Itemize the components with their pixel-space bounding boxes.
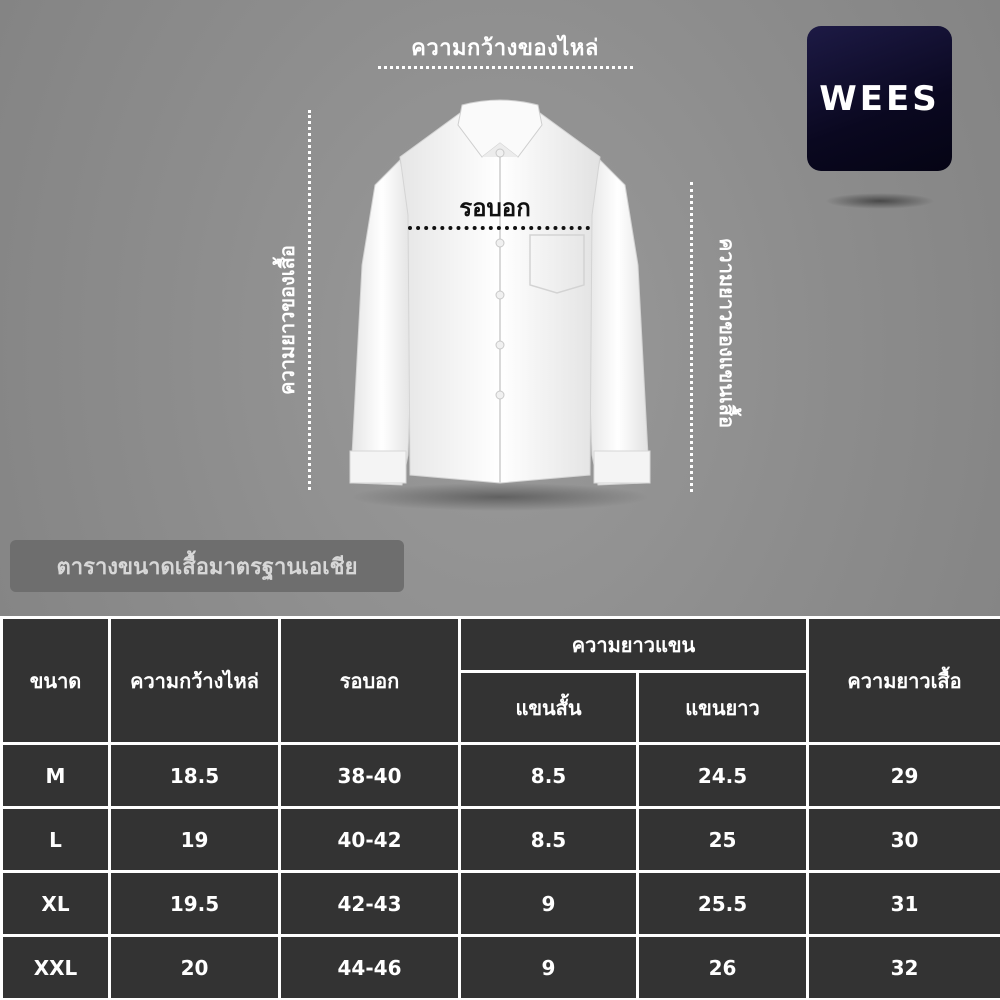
cell-chest: 40-42 xyxy=(280,808,460,872)
cell-size: M xyxy=(2,744,110,808)
cell-sleeve-short: 8.5 xyxy=(460,744,638,808)
table-header-row xyxy=(2,618,1000,672)
cell-size: L xyxy=(2,808,110,872)
cell-length: 29 xyxy=(808,744,1000,808)
shoulder-width-line xyxy=(378,66,633,69)
table-row xyxy=(2,936,1000,1000)
cell-sleeve-long: 26 xyxy=(638,936,808,1000)
cell-chest: 44-46 xyxy=(280,936,460,1000)
logo-shadow xyxy=(825,193,935,209)
sleeve-length-label: ความยาวของแขนเสื้อ xyxy=(715,238,739,428)
cell-chest: 38-40 xyxy=(280,744,460,808)
header-sleeve-short: แขนสั้น xyxy=(460,672,638,744)
cell-sleeve-long: 25.5 xyxy=(638,872,808,936)
cell-sleeve-short: 8.5 xyxy=(460,808,638,872)
sleeve-length-line xyxy=(690,182,693,492)
chest-line xyxy=(408,226,590,230)
header-length: ความยาวเสื้อ xyxy=(808,618,1000,744)
cell-size: XL xyxy=(2,872,110,936)
cell-sleeve-long: 25 xyxy=(638,808,808,872)
header-sleeve-group: ความยาวแขน xyxy=(460,618,808,672)
brand-logo xyxy=(807,26,952,171)
cell-sleeve-short: 9 xyxy=(460,936,638,1000)
cell-shoulder: 19.5 xyxy=(110,872,280,936)
cell-size: XXL xyxy=(2,936,110,1000)
header-chest: รอบอก xyxy=(280,618,460,744)
cell-chest: 42-43 xyxy=(280,872,460,936)
cell-shoulder: 19 xyxy=(110,808,280,872)
shirt-length-line xyxy=(308,110,311,490)
header-sleeve-long: แขนยาว xyxy=(638,672,808,744)
cell-sleeve-long: 24.5 xyxy=(638,744,808,808)
header-shoulder: ความกว้างไหล่ xyxy=(110,618,280,744)
shirt-length-label: ความยาวของเสื้อ xyxy=(275,245,299,395)
table-row xyxy=(2,872,1000,936)
table-row xyxy=(2,808,1000,872)
shoulder-width-label: ความกว้างของไหล่ xyxy=(411,36,599,61)
cell-length: 31 xyxy=(808,872,1000,936)
cell-shoulder: 20 xyxy=(110,936,280,1000)
shirt-image xyxy=(340,95,660,515)
chest-label: รอบอก xyxy=(459,194,531,222)
size-table xyxy=(0,616,1000,1000)
cell-length: 32 xyxy=(808,936,1000,1000)
cell-sleeve-short: 9 xyxy=(460,872,638,936)
cell-length: 30 xyxy=(808,808,1000,872)
table-row xyxy=(2,744,1000,808)
table-title: ตารางขนาดเสื้อมาตรฐานเอเชีย xyxy=(10,540,404,592)
cell-shoulder: 18.5 xyxy=(110,744,280,808)
header-size: ขนาด xyxy=(2,618,110,744)
brand-logo-text: WEES xyxy=(819,78,940,119)
